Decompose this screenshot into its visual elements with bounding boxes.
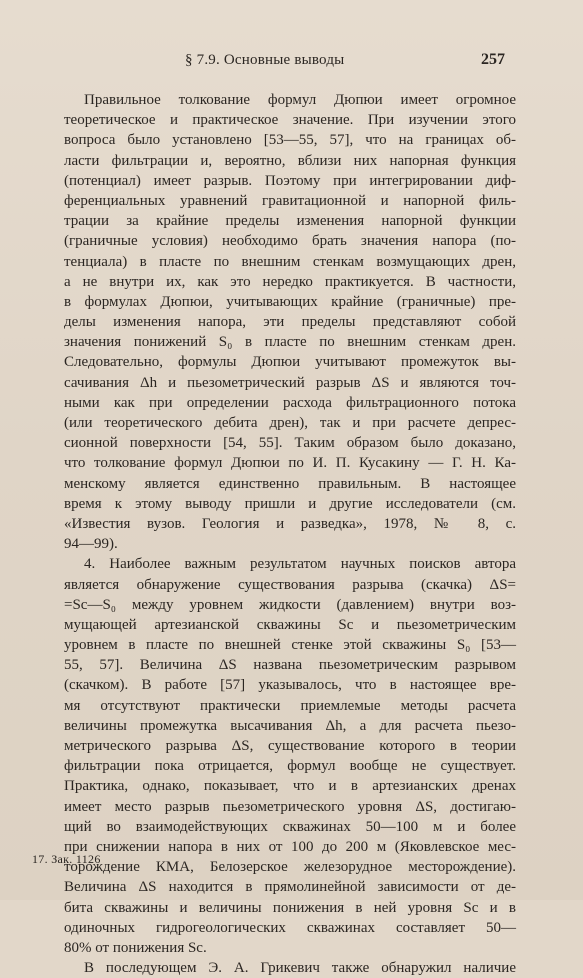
body-text [64, 90, 516, 978]
text-line: при снижении напора в них от 100 до 200 м (Яковлевское мес- [64, 838, 516, 855]
text-line: (граничные условия) необходимо брать значения напора (по- [64, 233, 516, 250]
text-line: (скачком). В работе [57] указывалось, что в настоящее вре- [64, 677, 516, 694]
text-line: вопроса было установлено [53—55, 57], что на границах об- [64, 132, 516, 149]
text-line: теоретическое и практическое значение. При изучении этого [64, 112, 516, 129]
text-line: (потенциал) имеет разрыв. Поэтому при интегрировании диф- [64, 172, 516, 189]
text-line: (или теоретического дебита дрен), так и при расчете депрес- [64, 415, 516, 431]
text-line: 55, 57]. Величина ΔS названа пьезометрическим разрывом [64, 657, 516, 674]
text-line: торождение КМА, Белозерское железорудное месторождение). [64, 859, 516, 876]
text-line: В последующем Э. А. Грикевич также обнаружил наличие [84, 960, 516, 977]
text-line: метрического разрыва ΔS, существование которого в теории [64, 738, 516, 754]
text-line: фильтрации пока отрицается, формул вообще не существует. [64, 758, 516, 775]
text-line: тенциала) в пласте по внешним стенкам возмущающих дрен, [64, 253, 516, 270]
text-line: а не внутри их, как это нередко практикуется. В частности, [64, 273, 516, 290]
text-line: мя отсутствуют практически приемлемые методы расчета [64, 697, 516, 714]
text-line: =Sc—S₀ между уровнем жидкости (давлением) внутри воз- [64, 596, 516, 613]
text-line: Правильное толкование формул Дюпюи имеет огромное [84, 92, 516, 108]
text-line: менскому является единственно правильным. В настоящее [64, 475, 516, 492]
text-line: величины промежутка высачивания Δh, а для расчета пьезо- [64, 717, 516, 734]
text-line: 94—99). [64, 536, 118, 553]
text-line: Практика, однако, показывает, что и в артезианских дренах [64, 778, 516, 795]
running-header [0, 52, 583, 74]
text-line: значения понижений S₀ в пласте по внешним стенкам дрен. [64, 334, 516, 351]
text-line: делы изменения напора, эти пределы представляют собой [64, 314, 516, 331]
text-line: Величина ΔS находится в прямолинейной зависимости от де- [64, 879, 516, 896]
text-line: трации за крайние пределы изменения напорной функции [64, 213, 516, 230]
text-line: щий во взаимодействующих скважинах 50—100 м и более [64, 818, 516, 835]
text-line: «Известия вузов. Геология и разведка», 1978, № 8, с. [64, 515, 516, 532]
text-line: одиночных гидрогеологических скважинах составляет 50— [64, 919, 516, 936]
text-line: сачивания Δh и пьезометрический разрыв ΔS и являются точ- [64, 374, 516, 391]
text-line: в формулах Дюпюи, учитывающих крайние (граничные) пре- [64, 293, 516, 310]
text-line: что толкование формул Дюпюи по И. П. Кусакину — Г. Н. Ка- [64, 455, 516, 472]
text-line: 80% от понижения Sc. [64, 939, 207, 956]
text-line: мущающей артезианской скважины Sc и пьезометрическим [64, 616, 516, 633]
text-line: сионной поверхности [54, 55]. Таким образом было доказано, [64, 435, 516, 452]
section-title: § 7.9. Основные выводы [185, 52, 345, 68]
text-line: ными как при определении расхода фильтрационного потока [64, 394, 516, 411]
text-line: ласти фильтрации и, вероятно, вблизи них напорная функция [64, 152, 516, 169]
text-line: 4. Наиболее важным результатом научных поисков автора [84, 556, 516, 573]
text-line: имеет место разрыв пьезометрического уровня ΔS, достигаю- [64, 798, 516, 815]
printer-signature: 17. Зак. 1126 [32, 852, 101, 866]
text-line: уровнем в пласте по внешней стенке этой скважины S₀ [53— [64, 637, 516, 654]
text-line: бита скважины и величины понижения в ней уровня Sc и в [64, 899, 516, 916]
text-line: является обнаружение существования разрыва (скачка) ΔS= [64, 576, 516, 593]
page-number: 257 [481, 51, 505, 68]
text-line: ференциальных уравнений гравитационной и напорной филь- [64, 192, 516, 209]
text-line: время к этому выводу пришли и другие исследователи (см. [64, 495, 516, 512]
text-line: Следовательно, формулы Дюпюи учитывают промежуток вы- [64, 354, 516, 371]
